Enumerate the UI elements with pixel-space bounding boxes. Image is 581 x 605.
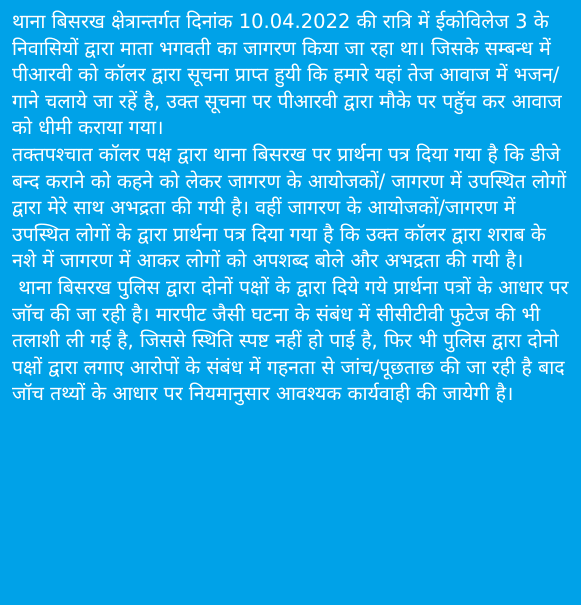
paragraph-complaints: तक्तपश्चात कॉलर पक्ष द्वारा थाना बिसरख पर प्रार्थना पत्र दिया गया है कि डीजे बन्द कराने को कहने को लेकर जागरण के आयोजकों/ जागरण में उपस्थित लोगों द्वारा मेरे साथ अभद्रता की गयी है। वहीं जागरण के आयोजकों/जागरण में उपस्थित लोगों के द्वारा प्रार्थना पत्र दिया गया है कि उक्त कॉलर द्वारा शराब के नशे में जागरण में आकर लोगों को अपशब्द बोले और अभद्रता की गयी है। <box>12 142 573 273</box>
paragraph-police-investigation: थाना बिसरख पुलिस द्वारा दोनों पक्षों के द्वारा दिये गये प्रार्थना पत्रों के आधार पर जॉच की जा रही है। मारपीट जैसी घटना के संबंध में सीसीटीवी फुटेज की भी तलाशी ली गई है, जिससे स्थिति स्पष्ट नहीं हो पाई है, फिर भी पुलिस द्वारा दोनो पक्षों द्वारा लगाए आरोपों के संबंध में गहनता से जांच/पूछताछ की जा रही है बाद जॉच तथ्यों के आधार पर नियमानुसार आवश्यक कार्यवाही की जायेगी है। <box>12 275 575 406</box>
paragraph-jagran-incident: थाना बिसरख क्षेत्रान्तर्गत दिनांक 10.04.2022 की रात्रि में ईकोविलेज 3 के निवासियों द्वारा माता भगवती का जागरण किया जा रहा था। जिसके सम्बन्ध में पीआरवी को कॉलर द्वारा सूचना प्राप्त हुयी कि हमारे यहां तेज आवाज में भजन/गाने चलाये जा रहें है, उक्त सूचना पर पीआरवी द्वारा मौके पर पहुॅच कर आवाज को धीमी कराया गया। <box>12 10 568 140</box>
